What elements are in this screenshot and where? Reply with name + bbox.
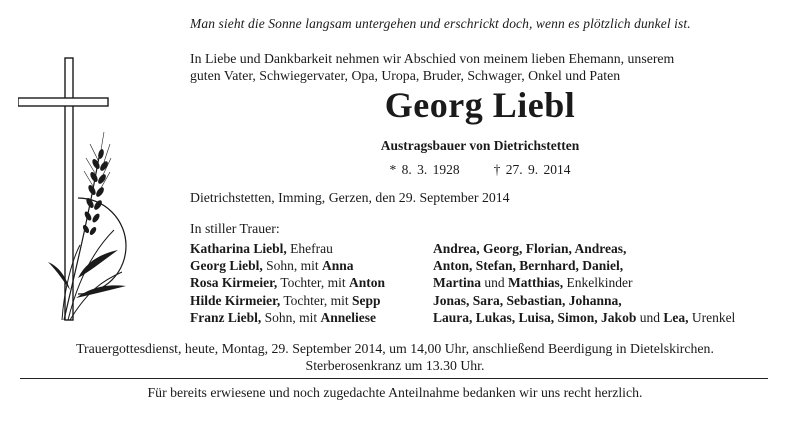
mourning-label: In stiller Trauer: xyxy=(190,221,280,236)
funeral-service-info xyxy=(0,340,790,374)
death-date: † 27. 9. 2014 xyxy=(493,162,571,177)
deceased-name: Georg Liebl xyxy=(384,85,576,125)
place-and-date: Dietrichstetten, Imming, Gerzen, den 29. September 2014 xyxy=(190,190,510,205)
mourner-entry: Katharina Liebl, Ehefrau xyxy=(190,241,333,256)
mourner-entry: Franz Liebl, Sohn, mit Anneliese xyxy=(190,309,377,325)
deceased-occupation: Austragsbauer von Dietrichstetten xyxy=(380,138,580,153)
thanks-text: Für bereits erwiesene und noch zugedachte Anteilnahme bedanken wir uns recht herzlich. xyxy=(147,385,643,400)
mourners-list-left xyxy=(190,240,385,326)
divider-line xyxy=(20,378,768,379)
intro-line-1: In Liebe und Dankbarkeit nehmen wir Abschied von meinem lieben Ehemann, unserem xyxy=(190,51,675,66)
great-grandchildren-line: Laura, Lukas, Luisa, Simon, Jakob und Lea, Urenkel xyxy=(433,309,736,325)
great-grandchildren-line: Jonas, Sara, Sebastian, Johanna, xyxy=(433,292,622,308)
grandchildren-line: Andrea, Georg, Florian, Andreas, xyxy=(433,241,627,256)
service-line-1: Trauergottesdienst, heute, Montag, 29. September 2014, um 14,00 Uhr, anschließend Beerdigung in Dietelskirchen. xyxy=(76,341,714,356)
grandchildren-line: Martina und Matthias, Enkelkinder xyxy=(433,275,633,291)
mourners-list-right xyxy=(433,240,735,326)
cross-with-wheat-and-sun-icon xyxy=(18,40,130,325)
mourner-entry: Rosa Kirmeier, Tochter, mit Anton xyxy=(190,275,386,291)
motto-quote: Man sieht die Sonne langsam untergehen und erschrickt doch, wenn es plötzlich dunkel ist. xyxy=(190,16,691,31)
intro-text xyxy=(190,50,768,84)
mourner-entry: Hilde Kirmeier, Tochter, mit Sepp xyxy=(190,292,381,308)
intro-line-2: guten Vater, Schwiegervater, Opa, Uropa, Bruder, Schwager, Onkel und Paten xyxy=(190,68,621,83)
birth-date: * 8. 3. 1928 xyxy=(389,162,460,177)
service-line-2: Sterberosenkranz um 13.30 Uhr. xyxy=(305,358,485,373)
grandchildren-line: Anton, Stefan, Bernhard, Daniel, xyxy=(433,258,624,274)
mourner-entry: Georg Liebl, Sohn, mit Anna xyxy=(190,258,354,274)
life-dates xyxy=(190,162,770,178)
